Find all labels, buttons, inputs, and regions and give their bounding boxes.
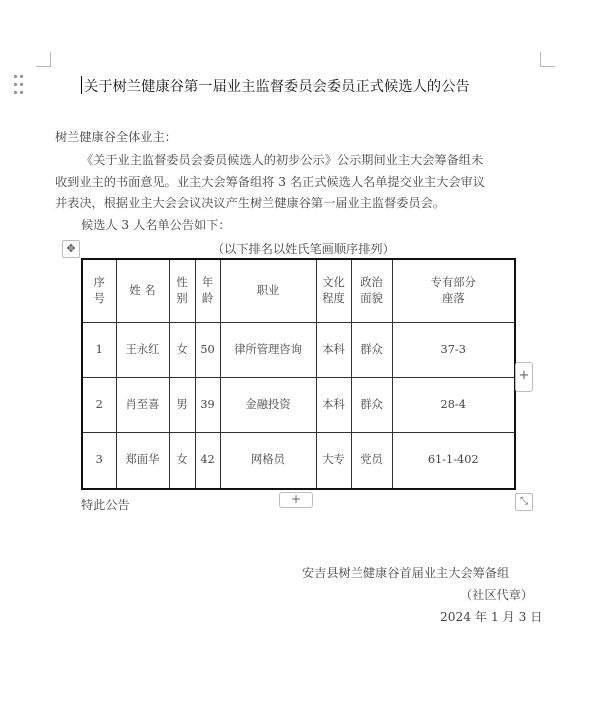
cell-gender: 男 xyxy=(169,377,195,432)
cell-education: 大专 xyxy=(316,432,351,489)
cell-name: 郑面华 xyxy=(116,432,169,489)
cell-political-status: 群众 xyxy=(351,323,392,378)
paragraph-line-3: 并表决，根据业主大会会议决议产生树兰健康谷第一届业主监督委员会。 xyxy=(55,196,445,210)
add-column-button[interactable]: + xyxy=(515,362,533,392)
cell-seq: 2 xyxy=(82,377,116,432)
table-caption: （以下排名以姓氏笔画顺序排列） xyxy=(212,242,395,256)
page-corner-top-right xyxy=(540,52,555,67)
cell-seq: 3 xyxy=(82,432,116,489)
signature-org: 安吉县树兰健康谷首届业主大会筹备组 xyxy=(302,566,510,580)
candidates-table xyxy=(81,258,516,490)
cell-education: 本科 xyxy=(316,377,351,432)
closing-text: 特此公告 xyxy=(81,498,130,512)
header-name: 姓 名 xyxy=(116,259,169,323)
cell-name: 肖至喜 xyxy=(116,377,169,432)
header-gender: 性 别 xyxy=(169,259,195,323)
table-row xyxy=(82,323,515,378)
cell-education: 本科 xyxy=(316,323,351,378)
cell-age: 50 xyxy=(195,323,220,378)
cell-property-location: 28-4 xyxy=(392,377,515,432)
add-row-button[interactable]: + xyxy=(279,492,313,508)
document-title[interactable]: 关于树兰健康谷第一届业主监督委员会委员正式候选人的公告 xyxy=(84,79,470,95)
paragraph-line-2: 收到业主的书面意见。业主大会筹备组将 3 名正式候选人名单提交业主大会审议 xyxy=(55,175,485,189)
salutation: 树兰健康谷全体业主： xyxy=(55,130,177,144)
header-property-location: 专有部分 座落 xyxy=(392,259,515,323)
cell-political-status: 群众 xyxy=(351,377,392,432)
header-education: 文化 程度 xyxy=(316,259,351,323)
text-cursor xyxy=(81,76,82,94)
signature-seal-note: （社区代章） xyxy=(460,588,534,602)
cell-job: 网格员 xyxy=(220,432,316,489)
table-move-icon[interactable]: ✥ xyxy=(62,240,80,258)
cell-political-status: 党员 xyxy=(351,432,392,489)
header-age: 年 龄 xyxy=(195,259,220,323)
cell-age: 39 xyxy=(195,377,220,432)
cell-job: 金融投资 xyxy=(220,377,316,432)
cell-seq: 1 xyxy=(82,323,116,378)
cell-property-location: 61-1-402 xyxy=(392,432,515,489)
table-row xyxy=(82,377,515,432)
table-header-row xyxy=(82,259,515,323)
page-corner-top-left xyxy=(36,52,51,67)
block-drag-handle-icon[interactable] xyxy=(12,74,26,96)
cell-gender: 女 xyxy=(169,323,195,378)
paragraph-line-1: 《关于业主监督委员会委员候选人的初步公示》公示期间业主大会筹备组未 xyxy=(81,153,484,167)
table-row xyxy=(82,432,515,489)
cell-property-location: 37-3 xyxy=(392,323,515,378)
header-job: 职业 xyxy=(220,259,316,323)
header-seq: 序 号 xyxy=(82,259,116,323)
cell-gender: 女 xyxy=(169,432,195,489)
cell-name: 王永红 xyxy=(116,323,169,378)
candidates-intro: 候选人 3 人名单公告如下： xyxy=(81,218,231,232)
signature-date: 2024 年 1 月 3 日 xyxy=(440,610,543,624)
cell-job: 律所管理咨询 xyxy=(220,323,316,378)
header-political-status: 政治 面貌 xyxy=(351,259,392,323)
cell-age: 42 xyxy=(195,432,220,489)
table-resize-icon[interactable]: ⤡ xyxy=(515,493,533,511)
